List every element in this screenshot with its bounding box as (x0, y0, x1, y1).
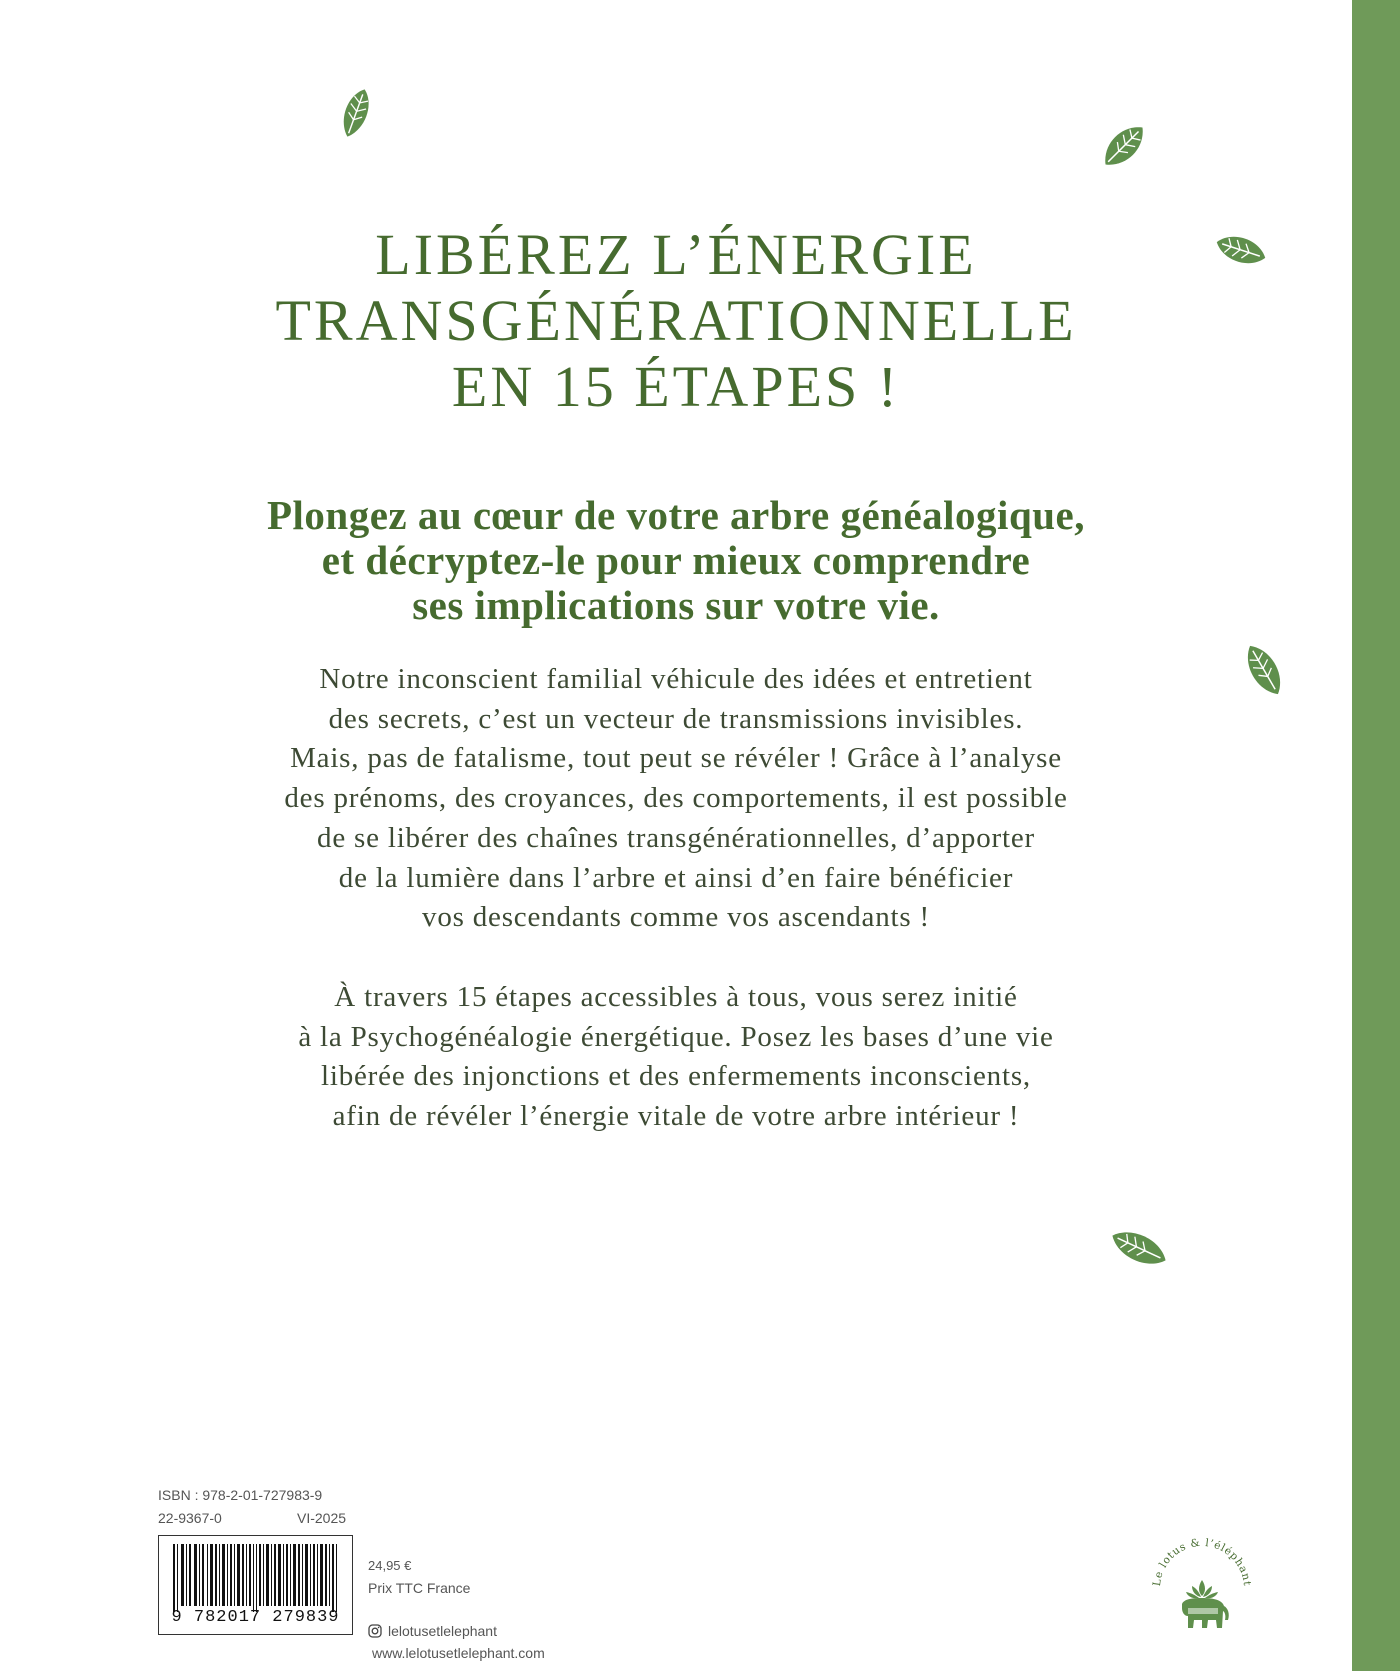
elephant-lotus-logo (1148, 1528, 1256, 1638)
instagram-icon (368, 1624, 382, 1638)
instagram-handle[interactable]: lelotusetlelephant (388, 1623, 497, 1639)
paragraph-line: des secrets, c’est un vecteur de transmissions invisibles. (328, 702, 1024, 735)
barcode (158, 1535, 353, 1635)
description-paragraph-1 (0, 660, 1352, 938)
paragraph-line: À travers 15 étapes accessibles à tous, vous serez initié (334, 981, 1018, 1013)
title-line: LIBÉREZ L’ÉNERGIE (375, 222, 977, 287)
paragraph-line: vos descendants comme vos ascendants ! (422, 901, 930, 934)
paragraph-line: des prénoms, des croyances, des comportements, il est possible (284, 782, 1068, 815)
back-cover-subtitle (0, 493, 1352, 628)
back-cover-title (0, 222, 1352, 420)
title-line: TRANSGÉNÉRATIONNELLE (275, 288, 1077, 353)
price-label: Prix TTC France (368, 1580, 471, 1596)
book-spine-band (1352, 0, 1400, 1671)
paragraph-line: de la lumière dans l’arbre et ainsi d’en faire bénéficier (338, 861, 1014, 894)
paragraph-line: Mais, pas de fatalisme, tout peut se révéler ! Grâce à l’analyse (290, 742, 1062, 775)
leaf-icon (338, 84, 374, 142)
subtitle-line: et décryptez-le pour mieux comprendre (321, 537, 1031, 583)
publisher-name: Le lotus & l’éléphant (1150, 1536, 1254, 1587)
description-paragraph-2 (0, 978, 1352, 1137)
leaf-icon (1096, 118, 1152, 174)
paragraph-line: à la Psychogénéalogie énergétique. Posez les bases d’une vie (298, 1020, 1054, 1053)
paragraph-line: libérée des injonctions et des enfermements inconscients, (321, 1060, 1031, 1093)
website-link[interactable]: www.lelotusetlelephant.com (372, 1645, 545, 1661)
edition-code: VI-2025 (297, 1510, 347, 1526)
price: 24,95 € (368, 1558, 412, 1573)
product-code: 22-9367-0 (158, 1510, 222, 1526)
paragraph-line: afin de révéler l’énergie vitale de votre arbre intérieur ! (332, 1100, 1020, 1133)
paragraph-line: Notre inconscient familial véhicule des idées et entretient (319, 663, 1033, 695)
title-line: EN 15 ÉTAPES ! (451, 354, 901, 419)
barcode-number: 9 782017 279839 (171, 1608, 340, 1627)
subtitle-line: Plongez au cœur de votre arbre généalogique, (267, 492, 1085, 538)
subtitle-line: ses implications sur votre vie. (412, 582, 940, 628)
paragraph-line: de se libérer des chaînes transgénérationnelles, d’apporter (317, 821, 1035, 854)
leaf-icon (1104, 1224, 1174, 1272)
isbn-text: ISBN : 978-2-01-727983-9 (158, 1487, 323, 1503)
